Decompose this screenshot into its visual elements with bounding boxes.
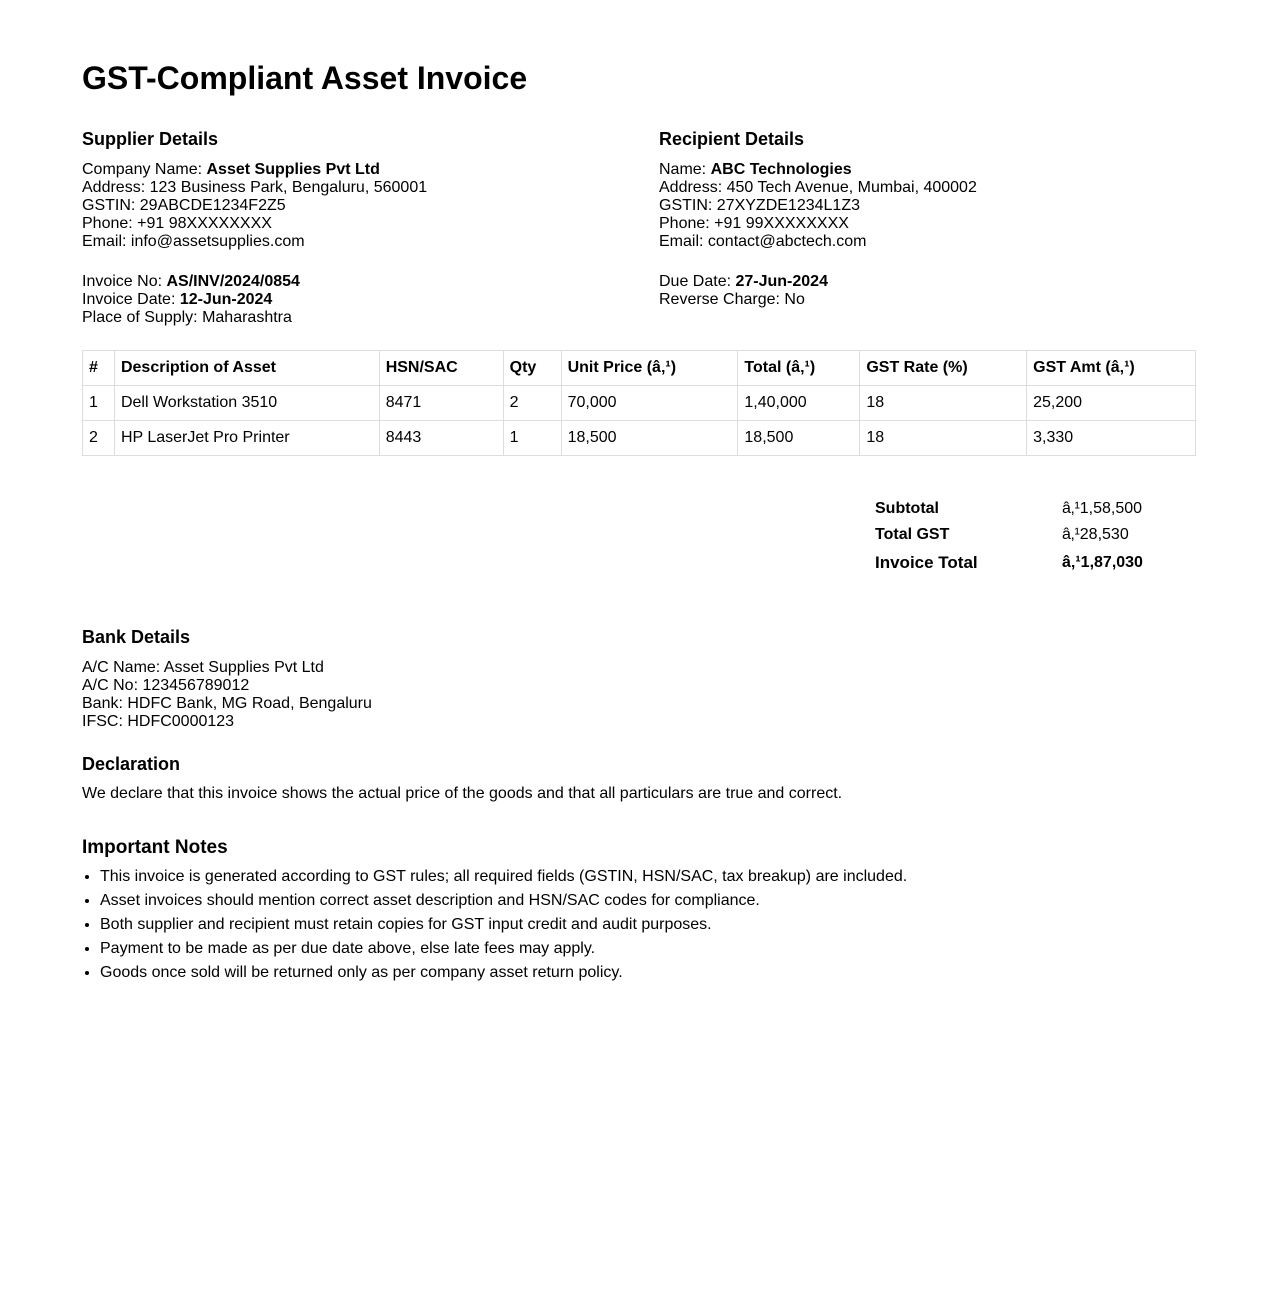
recipient-details bbox=[659, 128, 1179, 309]
cell-qty: 1 bbox=[503, 421, 561, 456]
place-of-supply: Place of Supply: Maharashtra bbox=[82, 309, 292, 326]
recipient-address: Address: 450 Tech Avenue, Mumbai, 400002 bbox=[659, 179, 977, 196]
cell-total: 1,40,000 bbox=[738, 386, 860, 421]
cell-unit-price: 70,000 bbox=[561, 386, 738, 421]
cell-unit-price: 18,500 bbox=[561, 421, 738, 456]
list-item: • Goods once sold will be returned only as per company asset return policy. bbox=[100, 964, 1196, 988]
bank-ac-name: A/C Name: Asset Supplies Pvt Ltd bbox=[82, 659, 324, 676]
recipient-heading: Recipient Details bbox=[659, 129, 805, 149]
subtotal-value: â‚¹1,58,500 bbox=[1062, 500, 1143, 517]
party-details bbox=[82, 128, 1196, 338]
list-item: • This invoice is generated according to GST rules; all required fields (GSTIN, HSN/SAC, tax breakup) are included. bbox=[100, 868, 1196, 892]
cell-qty: 2 bbox=[503, 386, 561, 421]
table-row bbox=[83, 421, 1196, 456]
cell-index: 2 bbox=[83, 421, 115, 456]
list-item: • Asset invoices should mention correct asset description and HSN/SAC codes for compliance. bbox=[100, 892, 1196, 916]
bank-ac-no: A/C No: 123456789012 bbox=[82, 677, 250, 694]
col-header-hsn: HSN/SAC bbox=[379, 351, 503, 386]
col-header-gst-amt: GST Amt (â‚¹) bbox=[1027, 351, 1196, 386]
reverse-charge: Reverse Charge: No bbox=[659, 291, 805, 308]
subtotal-row bbox=[868, 500, 1198, 526]
table-row bbox=[83, 386, 1196, 421]
totals-summary bbox=[868, 500, 1198, 584]
supplier-gstin: GSTIN: 29ABCDE1234F2Z5 bbox=[82, 197, 286, 214]
total-gst-label: Total GST bbox=[875, 526, 950, 543]
supplier-heading: Supplier Details bbox=[82, 129, 219, 149]
cell-description: HP LaserJet Pro Printer bbox=[114, 421, 379, 456]
bank-heading: Bank Details bbox=[82, 627, 191, 647]
invoice-number: Invoice No: AS/INV/2024/0854 bbox=[82, 273, 300, 290]
cell-gst-amt: 25,200 bbox=[1027, 386, 1196, 421]
declaration-text: We declare that this invoice shows the actual price of the goods and that all particulars are true and correct. bbox=[82, 785, 843, 802]
recipient-phone: Phone: +91 99XXXXXXXX bbox=[659, 215, 849, 232]
due-date: Due Date: 27-Jun-2024 bbox=[659, 273, 828, 290]
cell-gst-rate: 18 bbox=[860, 386, 1027, 421]
invoice-total-label: Invoice Total bbox=[875, 553, 978, 572]
list-item: • Both supplier and recipient must retain copies for GST input credit and audit purposes. bbox=[100, 916, 1196, 940]
col-header-unit-price: Unit Price (â‚¹) bbox=[561, 351, 738, 386]
declaration-section bbox=[82, 753, 842, 803]
bank-details bbox=[82, 626, 372, 731]
col-header-total: Total (â‚¹) bbox=[738, 351, 860, 386]
supplier-phone: Phone: +91 98XXXXXXXX bbox=[82, 215, 272, 232]
total-gst-row bbox=[868, 526, 1198, 552]
cell-gst-rate: 18 bbox=[860, 421, 1027, 456]
cell-description: Dell Workstation 3510 bbox=[114, 386, 379, 421]
declaration-heading: Declaration bbox=[82, 754, 181, 774]
recipient-name: Name: ABC Technologies bbox=[659, 161, 852, 178]
col-header-index: # bbox=[83, 351, 115, 386]
supplier-email: Email: info@assetsupplies.com bbox=[82, 233, 305, 250]
items-table bbox=[82, 350, 1196, 456]
cell-hsn: 8471 bbox=[379, 386, 503, 421]
cell-gst-amt: 3,330 bbox=[1027, 421, 1196, 456]
col-header-qty: Qty bbox=[503, 351, 561, 386]
supplier-company: Company Name: Asset Supplies Pvt Ltd bbox=[82, 161, 380, 178]
recipient-gstin: GSTIN: 27XYZDE1234L1Z3 bbox=[659, 197, 860, 214]
page-title: GST-Compliant Asset Invoice bbox=[82, 60, 528, 96]
recipient-email: Email: contact@abctech.com bbox=[659, 233, 867, 250]
col-header-description: Description of Asset bbox=[114, 351, 379, 386]
cell-total: 18,500 bbox=[738, 421, 860, 456]
notes-heading: Important Notes bbox=[82, 837, 228, 858]
total-gst-value: â‚¹28,530 bbox=[1062, 526, 1129, 543]
col-header-gst-rate: GST Rate (%) bbox=[860, 351, 1027, 386]
notes-list bbox=[82, 868, 1196, 988]
invoice-total-row bbox=[868, 554, 1198, 584]
cell-index: 1 bbox=[83, 386, 115, 421]
bank-ifsc: IFSC: HDFC0000123 bbox=[82, 713, 235, 730]
list-item: • Payment to be made as per due date above, else late fees may apply. bbox=[100, 940, 1196, 964]
supplier-address: Address: 123 Business Park, Bengaluru, 560001 bbox=[82, 179, 428, 196]
important-notes bbox=[82, 836, 1196, 988]
supplier-details bbox=[82, 128, 602, 327]
subtotal-label: Subtotal bbox=[875, 500, 939, 517]
bank-name: Bank: HDFC Bank, MG Road, Bengaluru bbox=[82, 695, 372, 712]
table-header-row bbox=[83, 351, 1196, 386]
cell-hsn: 8443 bbox=[379, 421, 503, 456]
invoice-total-value: â‚¹1,87,030 bbox=[1062, 554, 1143, 571]
invoice-date: Invoice Date: 12-Jun-2024 bbox=[82, 291, 273, 308]
